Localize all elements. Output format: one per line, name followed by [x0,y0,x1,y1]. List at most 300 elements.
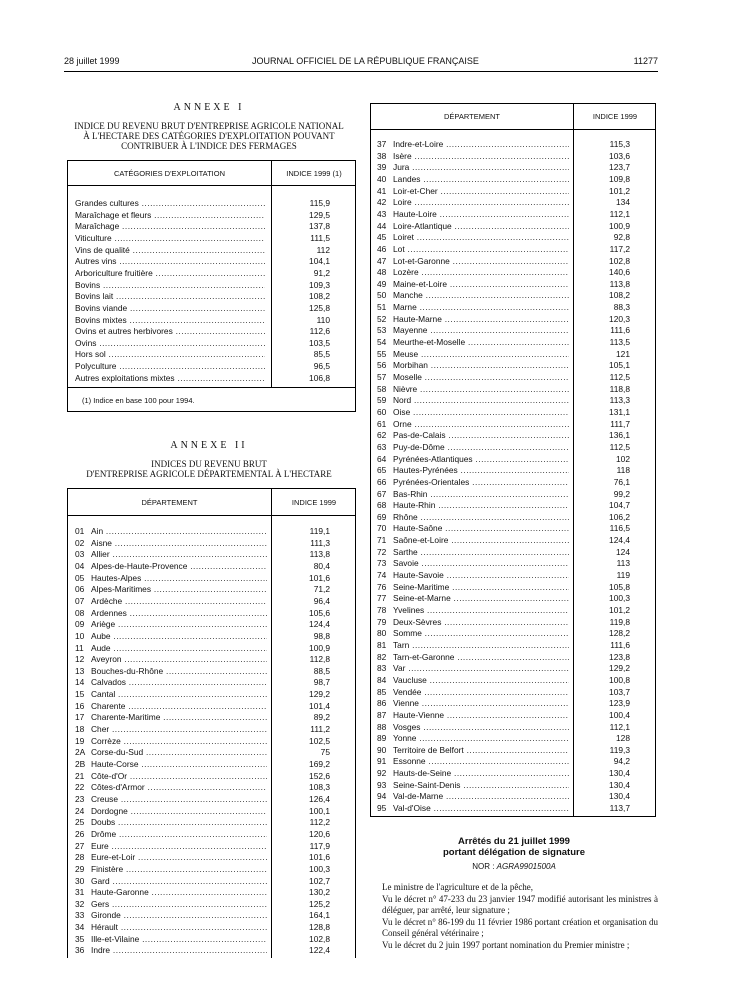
index-value: 130,4 [609,779,630,790]
table-row [75,887,350,899]
dept-name: Bas-Rhin ..... [393,489,569,501]
index-value: 105,1 [609,360,630,371]
index-value: 111,2 [310,724,330,735]
index-value: 111,7 [610,418,630,429]
table-row [377,756,651,768]
table-row [377,500,651,512]
dept-name: Hautes-Pyrénées ..... [393,465,569,477]
table-row [377,267,651,279]
arrete-paragraph: Le ministre de l'agriculture et de la pêche, [382,882,534,892]
dept-name: Seine-Maritime ..... [393,582,569,594]
index-value: 98,8 [313,630,330,641]
index-value: 104,7 [609,500,630,511]
index-value: 120,6 [309,828,330,839]
table-row [377,186,651,198]
table-row [377,710,651,722]
table-row [377,547,651,559]
table-row [377,652,651,664]
index-value: 130,2 [309,887,330,898]
dept-code: 01 [75,526,85,536]
table-row [75,561,350,573]
dept-code: 2B [75,759,86,769]
table-row [377,349,651,361]
table-row [75,303,350,315]
dept-name: Meuse ..... [393,349,569,361]
table-row [377,687,651,699]
dept-code: 14 [75,677,85,688]
dept-name: Corrèze ..... [91,736,267,748]
index-value: 131,1 [609,406,630,417]
index-value: 128,2 [609,628,630,639]
dept-name: Haute-Marne ..... [393,314,569,326]
table-row [75,349,350,361]
table-row [377,197,651,209]
dept-name: Lozère ..... [393,267,569,279]
dept-name: Sarthe ..... [393,547,569,559]
dept-code: 58 [377,383,387,394]
dept-name: Vienne ..... [393,698,569,710]
dept-name: Calvados ..... [91,677,267,689]
index-value: 100,9 [609,220,630,231]
table-row [377,640,651,652]
dept-code: 10 [75,630,85,641]
annexe1-title: ANNEXE I [173,102,245,113]
index-value: 106,8 [309,372,330,383]
table-row [377,372,651,384]
dept-code: 74 [377,570,387,581]
index-value: 129,5 [309,209,330,220]
table-row [377,745,651,757]
index-value: 136,1 [609,430,630,441]
dept-code: 43 [377,208,387,219]
dept-name: Yonne ..... [393,733,569,745]
dept-code: 57 [377,372,387,382]
index-value: 118,8 [609,383,630,394]
dept-name: Haute-Vienne ..... [393,710,569,722]
index-value: 102,8 [609,255,630,266]
dept-code: 12 [75,654,85,665]
index-value: 112,6 [309,326,330,337]
index-value: 113 [616,558,630,569]
arrete-title: Arrêtés du 21 juillet 1999 portant délégation de signature [443,836,585,858]
annexe2-table-right [370,103,656,817]
table-row [75,210,350,222]
dept-name: Gironde ..... [91,910,267,922]
index-value: 76,1 [613,476,630,487]
index-value: 116,5 [609,523,630,534]
table-row [75,794,350,806]
index-value: 130,4 [609,791,630,802]
dept-name: Eure-et-Loir ..... [91,852,267,864]
index-value: 101,2 [609,185,630,196]
dept-code: 76 [377,581,387,592]
table-row [377,582,651,594]
dept-name: Jura ..... [393,162,569,174]
dept-name: Seine-et-Marne ..... [393,593,569,605]
dept-code: 33 [75,910,85,921]
arrete-paragraph: Vu le décret n° 47-233 du 23 janvier 1947 modifié autorisant les ministres à déléguer, par arrêté, leur signature ; [382,894,658,916]
table-row [75,573,350,585]
annexe2-table-left [67,488,356,958]
dept-name: Aube ..... [91,631,267,643]
table-row [377,465,651,477]
dept-name: Essonne ..... [393,756,569,768]
dept-code: 95 [377,803,387,814]
table-row [377,535,651,547]
index-value: 110 [316,314,330,325]
dept-code: 52 [377,313,387,324]
category-name: Maraîchage et fleurs ..... [75,210,265,222]
dept-code: 68 [377,500,387,511]
annexe2-subtitle: INDICES DU REVENU BRUT D'ENTREPRISE AGRICOLE DÉPARTEMENTAL À L'HECTARE [86,459,332,479]
table-row [75,233,350,245]
dept-name: Vosges ..... [393,722,569,734]
index-value: 111,5 [310,232,330,243]
category-name: Vins de qualité ..... [75,245,265,257]
table-row [377,290,651,302]
nor-reference: NOR : AGRA9901500A [472,862,556,871]
dept-name: Vendée ..... [393,687,569,699]
index-value: 103,5 [309,337,330,348]
dept-code: 64 [377,453,387,464]
dept-code: 65 [377,465,387,476]
annexe1-subtitle: INDICE DU REVENU BRUT D'ENTREPRISE AGRICOLE NATIONAL À L'HECTARE DES CATÉGORIES D'EXPLOITATION POUVANT CONTRIBUER À L'INDICE DES FERMAGES [74,121,344,151]
table-row [377,314,651,326]
dept-code: 88 [377,721,387,732]
header-rule [64,71,658,72]
index-value: 100,8 [609,674,630,685]
table-row [75,922,350,934]
category-name: Arboriculture fruitière ..... [75,268,265,280]
dept-name: Hérault ..... [91,922,267,934]
table-row [377,733,651,745]
dept-name: Somme ..... [393,628,569,640]
dept-name: Bouches-du-Rhône ..... [91,666,267,678]
dept-code: 90 [377,744,387,755]
index-value: 88,3 [613,302,630,313]
dept-name: Indre-et-Loire ..... [393,139,569,151]
dept-code: 37 [377,139,387,149]
index-value: 112,8 [309,654,330,665]
index-value: 115,9 [309,198,330,208]
dept-code: 91 [377,756,387,767]
category-name: Bovins ..... [75,280,265,292]
dept-code: 35 [75,933,85,944]
dept-name: Allier ..... [91,549,267,561]
index-value: 96,4 [313,595,330,606]
dept-code: 93 [377,779,387,790]
index-value: 123,8 [609,651,630,662]
dept-name: Cantal ..... [91,689,267,701]
dept-name: Nord ..... [393,395,569,407]
dept-code: 80 [377,628,387,639]
dept-code: 34 [75,922,85,933]
table-row [377,605,651,617]
table-row [75,245,350,257]
dept-code: 09 [75,619,85,630]
dept-code: 03 [75,549,85,560]
dept-name: Hautes-Alpes ..... [91,573,267,585]
dept-name: Mayenne ..... [393,325,569,337]
dept-code: 63 [377,441,387,452]
index-value: 100,9 [309,642,330,653]
dept-code: 66 [377,476,387,487]
dept-name: Indre ..... [91,945,267,957]
dept-code: 42 [377,197,387,208]
dept-code: 31 [75,887,85,898]
col-header-category: CATÉGORIES D'EXPLOITATION [113,168,226,178]
index-value: 105,6 [309,607,330,618]
dept-name: Var ..... [393,663,569,675]
dept-name: Ardennes ..... [91,608,267,620]
dept-name: Oise ..... [393,407,569,419]
index-value: 100,3 [309,863,330,874]
table-row [75,910,350,922]
dept-code: 36 [75,945,85,956]
table-row [75,712,350,724]
index-value: 169,2 [309,759,330,769]
dept-code: 85 [377,686,387,697]
dept-code: 59 [377,395,387,406]
table-row [377,768,651,780]
table-row [75,643,350,655]
dept-name: Pyrénées-Orientales ..... [393,477,569,489]
dept-code: 38 [377,150,387,161]
dept-code: 06 [75,584,85,595]
dept-name: Morbihan ..... [393,360,569,372]
table-row [377,279,651,291]
table-row [75,526,350,538]
category-name: Maraîchage ..... [75,221,265,233]
index-value: 71,2 [313,584,330,595]
dept-code: 70 [377,523,387,534]
dept-name: Dordogne ..... [91,806,267,818]
table-row [75,736,350,748]
index-value: 112,1 [609,208,630,219]
index-value: 129,2 [609,663,630,674]
table-row [377,360,651,372]
dept-name: Alpes-de-Haute-Provence ..... [91,561,267,573]
col-header-index: INDICE 1999 (1) [286,168,342,178]
table-row [75,608,350,620]
dept-name: Cher ..... [91,724,267,736]
index-value: 111,6 [610,325,630,336]
dept-name: Val-de-Marne ..... [393,791,569,803]
header-date: 28 juillet 1999 [64,56,120,66]
table-row [377,523,651,535]
dept-code: 46 [377,243,387,254]
index-value: 126,4 [309,793,330,804]
table-row [377,209,651,221]
dept-code: 81 [377,639,387,650]
dept-code: 45 [377,232,387,243]
table-row [377,256,651,268]
table-row [377,675,651,687]
dept-name: Aveyron ..... [91,654,267,666]
index-value: 112,5 [609,372,630,382]
index-value: 123,9 [609,698,630,709]
dept-name: Tarn-et-Garonne ..... [393,652,569,664]
table-row [377,407,651,419]
table-row [377,454,651,466]
dept-name: Alpes-Maritimes ..... [91,584,267,596]
table-row [377,780,651,792]
dept-code: 47 [377,255,387,266]
dept-code: 05 [75,572,85,583]
dept-name: Doubs ..... [91,817,267,829]
index-value: 128 [616,733,630,744]
dept-code: 21 [75,770,85,781]
index-value: 109,8 [609,173,630,184]
table-row [377,489,651,501]
dept-name: Ariège ..... [91,619,267,631]
dept-name: Territoire de Belfort ..... [393,745,569,757]
table-row [377,698,651,710]
table-row [377,139,651,151]
category-name: Ovins ..... [75,338,265,350]
index-value: 129,2 [309,689,330,700]
table-row [377,244,651,256]
index-value: 105,8 [609,581,630,592]
index-value: 152,6 [309,770,330,781]
dept-name: Pyrénées-Atlantiques ..... [393,454,569,466]
dept-code: 61 [377,418,387,429]
dept-name: Val-d'Oise ..... [393,803,569,815]
index-value: 96,5 [313,361,330,372]
index-value: 102,8 [309,933,330,944]
category-name: Ovins et autres herbivores ..... [75,326,265,338]
table-row [377,477,651,489]
table-row [377,174,651,186]
dept-name: Finistère ..... [91,864,267,876]
dept-name: Tarn ..... [393,640,569,652]
table-row [75,326,350,338]
category-name: Bovins lait ..... [75,291,265,303]
dept-code: 72 [377,546,387,557]
dept-code: 89 [377,733,387,744]
dept-name: Hauts-de-Seine ..... [393,768,569,780]
table-row [377,395,651,407]
dept-name: Moselle ..... [393,372,569,384]
dept-name: Loire ..... [393,197,569,209]
dept-code: 79 [377,616,387,627]
dept-code: 32 [75,898,85,909]
index-value: 122,4 [309,945,330,956]
table-row [377,442,651,454]
dept-code: 2A [75,747,86,758]
dept-code: 77 [377,593,387,604]
dept-code: 02 [75,537,85,548]
dept-name: Savoie ..... [393,558,569,570]
table-row [377,151,651,163]
table-row [377,570,651,582]
dept-code: 29 [75,863,85,874]
col-header-dept-right: DÉPARTEMENT [444,112,500,121]
dept-code: 56 [377,360,387,371]
dept-name: Creuse ..... [91,794,267,806]
table-row [75,221,350,233]
index-value: 75 [320,747,330,758]
table-row [75,701,350,713]
dept-name: Haute-Loire ..... [393,209,569,221]
dept-code: 08 [75,607,85,618]
dept-code: 71 [377,535,387,546]
dept-code: 50 [377,290,387,301]
index-value: 101,6 [309,852,330,863]
table-row [75,724,350,736]
table-row [377,221,651,233]
dept-name: Haute-Savoie ..... [393,570,569,582]
index-value: 112,5 [609,441,630,452]
table-row [75,666,350,678]
index-value: 108,2 [609,290,630,301]
table-row [377,803,651,815]
dept-name: Isère ..... [393,151,569,163]
table-row [75,198,350,210]
table-row [75,280,350,292]
index-value: 130,4 [609,768,630,779]
dept-code: 19 [75,735,85,746]
dept-code: 49 [377,278,387,289]
index-value: 119,3 [609,744,630,755]
dept-name: Gers ..... [91,899,267,911]
dept-name: Ardèche ..... [91,596,267,608]
index-value: 89,2 [313,712,330,723]
table-row [377,162,651,174]
dept-code: 92 [377,768,387,779]
annexe2-title: ANNEXE II [170,440,248,451]
index-value: 101,6 [309,572,330,583]
table-row [75,759,350,771]
dept-code: 04 [75,560,85,571]
dept-code: 11 [75,642,84,653]
table-row [377,628,651,640]
dept-name: Haute-Garonne ..... [91,887,267,899]
index-value: 124 [616,546,630,557]
dept-code: 17 [75,712,85,723]
table-row [75,829,350,841]
dept-code: 26 [75,828,85,839]
index-value: 91,2 [313,267,330,278]
index-value: 109,3 [309,279,330,290]
dept-code: 15 [75,689,85,700]
table-row [75,899,350,911]
journal-title: JOURNAL OFFICIEL DE LA RÉPUBLIQUE FRANÇAISE [252,56,479,66]
table-row [377,512,651,524]
dept-code: 39 [377,162,387,173]
dept-name: Charente ..... [91,701,267,713]
index-value: 125,2 [309,898,330,909]
index-value: 117,9 [309,840,330,851]
dept-code: 69 [377,511,387,522]
dept-name: Haute-Rhin ..... [393,500,569,512]
dept-name: Puy-de-Dôme ..... [393,442,569,454]
arrete-paragraph: Vu le décret n° 86-199 du 11 février 1986 portant création et organisation du Conseil général vétérinaire ; [382,917,658,939]
table-row [377,791,651,803]
dept-code: 55 [377,348,387,359]
index-value: 94,2 [613,756,630,767]
dept-name: Charente-Maritime ..... [91,712,267,724]
index-value: 100,1 [309,805,330,816]
index-value: 125,8 [309,302,330,313]
table-row [75,934,350,946]
index-value: 164,1 [309,910,330,921]
dept-name: Manche ..... [393,290,569,302]
index-value: 80,4 [313,560,330,571]
index-value: 140,6 [609,267,630,278]
dept-code: 41 [377,185,387,196]
annexe1-footnote: (1) Indice en base 100 pour 1994. [82,396,195,405]
